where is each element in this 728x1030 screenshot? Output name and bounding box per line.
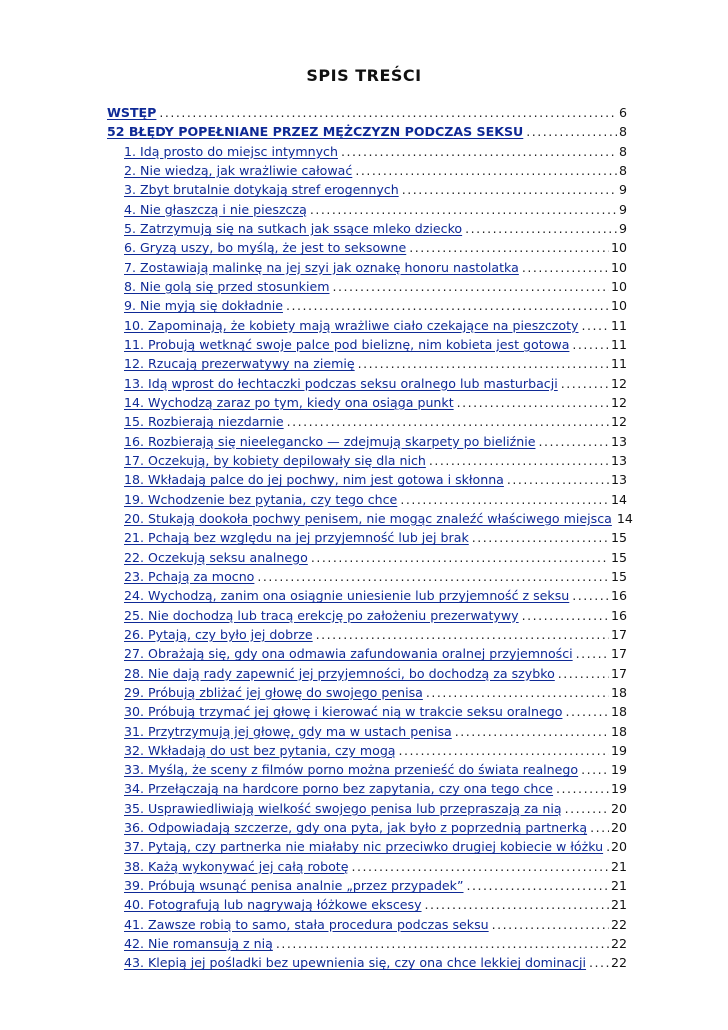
toc-entry-link[interactable]: 14. Wychodzą zaraz po tym, kiedy ona osiąga punkt [124,394,454,410]
toc-dot-leader [465,221,617,236]
toc-entry[interactable] [107,781,627,800]
toc-dot-leader [287,414,609,429]
toc-page-number: 19 [610,762,627,778]
toc-page-number: 18 [610,723,627,739]
toc-entry[interactable] [107,646,627,665]
toc-dot-leader [358,356,609,371]
toc-entry[interactable] [107,530,627,549]
toc-page-number: 22 [610,936,627,952]
toc-dot-leader [556,781,609,796]
toc-entry[interactable] [107,878,627,897]
toc-dot-leader [351,859,608,874]
toc-entry-link[interactable]: 4. Nie głaszczą i nie pieszczą [124,201,307,217]
toc-entry-link[interactable]: 10. Zapominają, że kobiety mają wrażliwe ciało czekające na pieszczoty [124,317,579,333]
toc-page-number: 22 [610,955,627,971]
toc-page-number: 8 [618,124,627,140]
toc-dot-leader [425,897,609,912]
toc-entry[interactable] [107,743,627,762]
toc-entry-link[interactable]: 5. Zatrzymują się na sutkach jak ssące mleko dziecko [124,220,463,236]
toc-page-number: 15 [610,530,627,546]
toc-entry-link[interactable]: 31. Przytrzymują jej głowę, gdy ma w ustach penisa [124,723,452,739]
toc-dot-leader [276,936,609,951]
toc-dot-leader [467,878,609,893]
toc-entry[interactable] [107,260,627,279]
toc-page-number: 20 [610,839,627,855]
toc-dot-leader [565,801,609,816]
toc-dot-leader [522,608,609,623]
toc-entry[interactable] [107,414,627,433]
toc-entry-link[interactable]: 36. Odpowiadają szczerze, gdy ona pyta, jak było z poprzednią partnerką [124,820,588,836]
toc-dot-leader [316,627,609,642]
toc-entry-link[interactable]: 33. Myślą, że sceny z filmów porno można przenieść do świata realnego [124,762,579,778]
toc-entry-link[interactable]: 20. Stukają dookoła pochwy penisem, nie mogąc znaleźć właściwego miejsca [124,510,612,526]
toc-entry-link[interactable]: 12. Rzucają prezerwatywy na ziemię [124,356,355,372]
toc-entry-link[interactable]: 16. Rozbierają się nieelegancko — zdejmują skarpety po bieliźnie [124,433,536,449]
toc-page-number: 12 [610,394,627,410]
toc-entry-link[interactable]: 30. Próbują trzymać jej głowę i kierować nią w trakcie seksu oralnego [124,704,563,720]
toc-entry[interactable] [107,762,627,781]
toc-entry[interactable] [107,801,627,820]
toc-entry-link[interactable]: 29. Próbują zbliżać jej głowę do swojego penisa [124,684,423,700]
toc-entry-link[interactable]: 42. Nie romansują z nią [124,936,273,952]
toc-entry[interactable] [107,608,627,627]
toc-entry-link[interactable]: 11. Probują wetknąć swoje palce pod bieliznę, nim kobieta jest gotowa [124,336,570,352]
toc-entry-link[interactable]: 32. Wkładają do ust bez pytania, czy mogą [124,742,396,758]
toc-entry[interactable] [107,163,627,182]
toc-entry-link[interactable]: 40. Fotografują lub nagrywają łóżkowe ekscesy [124,897,422,913]
toc-dot-leader [526,124,617,139]
toc-page-number: 10 [610,278,627,294]
toc-entry-link[interactable]: 3. Zbyt brutalnie dotykają stref erogennych [124,182,399,198]
toc-entry-link[interactable]: 2. Nie wiedzą, jak wrażliwie całować [124,162,353,178]
toc-dot-leader [311,550,609,565]
toc-dot-leader [507,472,609,487]
toc-page-number: 14 [616,510,633,526]
toc-entry[interactable] [107,376,627,395]
toc-entry-link[interactable]: 27. Obrażają się, gdy ona odmawia zafundowania oralnej przyjemności [124,646,573,662]
toc-page-number: 21 [610,897,627,913]
toc-entry[interactable] [107,492,627,511]
toc-entry[interactable] [107,240,627,259]
toc-dot-leader [589,955,609,970]
toc-entry-link[interactable]: 6. Gryzą uszy, bo myślą, że jest to seksowne [124,240,407,256]
toc-entry-link[interactable]: 19. Wchodzenie bez pytania, czy tego chce [124,491,398,507]
toc-page-number: 8 [618,143,627,159]
toc-dot-leader [355,163,617,178]
toc-entry-link[interactable]: 23. Pchają za mocno [124,568,255,584]
toc-entry[interactable] [107,839,627,858]
toc-dot-leader [558,666,609,681]
toc-dot-leader [561,376,609,391]
toc-entry-link[interactable]: 28. Nie dają rady zapewnić jej przyjemności, bo dochodzą za szybko [124,665,555,681]
toc-page-number: 20 [610,800,627,816]
toc-page-number: 13 [610,452,627,468]
toc-entry[interactable] [107,569,627,588]
toc-entry-link[interactable]: 22. Oczekują seksu analnego [124,549,308,565]
toc-entry[interactable] [107,356,627,375]
toc-dot-leader [572,588,609,603]
toc-entry-link[interactable]: 52 BŁĘDY POPEŁNIANE PRZEZ MĘŻCZYZN PODCZAS SEKSU [107,124,524,140]
toc-entry-link[interactable]: 13. Idą wprost do łechtaczki podczas seksu oralnego lub masturbacji [124,375,558,391]
toc-page-number: 13 [610,433,627,449]
toc-entry[interactable] [107,202,627,221]
toc-entry-link[interactable]: 38. Każą wykonywać jej całą robotę [124,858,349,874]
toc-entry-link[interactable]: 18. Wkładają palce do jej pochwy, nim jest gotowa i skłonna [124,472,504,488]
toc-dot-leader [522,260,609,275]
toc-dot-leader [538,434,609,449]
toc-entry[interactable] [107,510,633,530]
toc-entry-link[interactable]: 7. Zostawiają malinkę na jej szyi jak oznakę honoru nastolatka [124,259,519,275]
toc-page-number: 19 [610,742,627,758]
toc-page-number: 18 [610,704,627,720]
toc-page-number: 17 [610,665,627,681]
toc-dot-leader [472,530,609,545]
toc-page-number: 16 [610,588,627,604]
toc-dot-leader [457,395,609,410]
toc-page-number: 15 [610,568,627,584]
toc-list [107,105,633,975]
toc-entry[interactable] [107,221,627,240]
toc-entry[interactable] [107,917,627,936]
toc-entry-link[interactable]: WSTĘP [107,105,157,120]
toc-entry-link[interactable]: 21. Pchają bez względu na jej przyjemność lub jej brak [124,530,469,546]
toc-dot-leader [426,685,609,700]
toc-entry[interactable] [107,588,627,607]
toc-dot-leader [402,182,617,197]
toc-entry[interactable] [107,820,627,839]
toc-entry[interactable] [107,550,627,569]
toc-title: SPIS TREŚCI [306,66,422,85]
toc-dot-leader [399,743,609,758]
toc-entry[interactable] [107,472,627,491]
toc-entry-link[interactable]: 39. Próbują wsunąć penisa analnie „przez przypadek” [124,878,464,894]
toc-entry[interactable] [107,279,627,298]
toc-dot-leader [492,917,609,932]
toc-page-number: 11 [610,317,627,333]
toc-dot-leader [400,492,609,507]
toc-entry[interactable] [107,724,627,743]
toc-entry-link[interactable]: 35. Usprawiedliwiają wielkość swojego penisa lub przepraszają za nią [124,800,562,816]
toc-dot-leader [429,453,609,468]
toc-page-number: 11 [610,356,627,372]
toc-page-number: 17 [610,626,627,642]
toc-entry[interactable] [107,337,627,356]
toc-entry-link[interactable]: 37. Pytają, czy partnerka nie miałaby nic przeciwko drugiej kobiecie w łóżku [124,839,604,855]
toc-dot-leader [572,337,609,352]
toc-entry[interactable] [107,936,627,955]
toc-entry[interactable] [107,897,627,916]
toc-page-number: 10 [610,259,627,275]
toc-page-number: 20 [610,820,627,836]
toc-entry-link[interactable]: 1. Idą prosto do miejsc intymnych [124,143,338,159]
toc-dot-leader [257,569,609,584]
toc-entry-link[interactable]: 41. Zawsze robią to samo, stała procedura podczas seksu [124,916,489,932]
toc-dot-leader [565,704,609,719]
toc-entry[interactable] [107,298,627,317]
toc-entry[interactable] [107,453,627,472]
toc-page-number: 12 [610,375,627,391]
toc-entry[interactable] [107,105,627,124]
toc-dot-leader [159,105,617,120]
toc-dot-leader [286,298,609,313]
toc-entry-link[interactable]: 17. Oczekują, by kobiety depilowały się dla nich [124,452,426,468]
toc-page-number: 11 [610,336,627,352]
toc-dot-leader [455,724,609,739]
toc-dot-leader [581,762,609,777]
toc-entry[interactable] [107,704,627,723]
toc-entry-link[interactable]: 15. Rozbierają niezdarnie [124,414,284,430]
toc-entry-link[interactable]: 9. Nie myją się dokładnie [124,298,283,314]
toc-dot-leader [341,144,617,159]
toc-entry[interactable] [107,685,627,704]
toc-dot-leader [310,202,617,217]
toc-page-number: 10 [610,298,627,314]
toc-entry-link[interactable]: 24. Wychodzą, zanim ona osiągnie uniesienie lub przyjemność z seksu [124,588,570,604]
toc-entry[interactable] [107,666,627,685]
toc-entry-link[interactable]: 34. Przełączają na hardcore porno bez zapytania, czy ona tego chce [124,781,554,797]
toc-entry[interactable] [107,434,627,453]
toc-page-number: 6 [618,105,627,120]
toc-entry[interactable] [107,627,627,646]
toc-page-number: 12 [610,414,627,430]
toc-entry[interactable] [107,182,627,201]
toc-entry[interactable] [107,144,627,163]
toc-page-number: 9 [618,182,627,198]
toc-dot-leader [333,279,609,294]
toc-entry-link[interactable]: 43. Klepią jej pośladki bez upewnienia się, czy ona chce lekkiej dominacji [124,955,587,971]
toc-page-number: 17 [610,646,627,662]
toc-page-number: 18 [610,684,627,700]
toc-entry-link[interactable]: 26. Pytają, czy było jej dobrze [124,626,313,642]
toc-page-number: 9 [618,201,627,217]
toc-page-number: 21 [610,878,627,894]
toc-dot-leader [582,318,609,333]
toc-entry[interactable] [107,955,627,974]
toc-dot-leader [590,820,609,835]
toc-entry-link[interactable]: 25. Nie dochodzą lub tracą erekcję po założeniu prezerwatywy [124,607,519,623]
toc-page-number: 9 [618,220,627,236]
toc-page-number: 22 [610,916,627,932]
toc-page-number: 8 [618,162,627,178]
toc-dot-leader [409,240,609,255]
toc-page-number: 10 [610,240,627,256]
toc-entry[interactable] [107,395,627,414]
toc-entry[interactable] [107,124,627,143]
toc-page-number: 19 [610,781,627,797]
toc-entry-link[interactable]: 8. Nie golą się przed stosunkiem [124,278,330,294]
toc-page-number: 21 [610,858,627,874]
toc-page-number: 13 [610,472,627,488]
toc-page-number: 14 [610,491,627,507]
toc-entry[interactable] [107,859,627,878]
toc-entry[interactable] [107,318,627,337]
toc-page-number: 16 [610,607,627,623]
toc-page-number: 15 [610,549,627,565]
toc-dot-leader [576,646,609,661]
